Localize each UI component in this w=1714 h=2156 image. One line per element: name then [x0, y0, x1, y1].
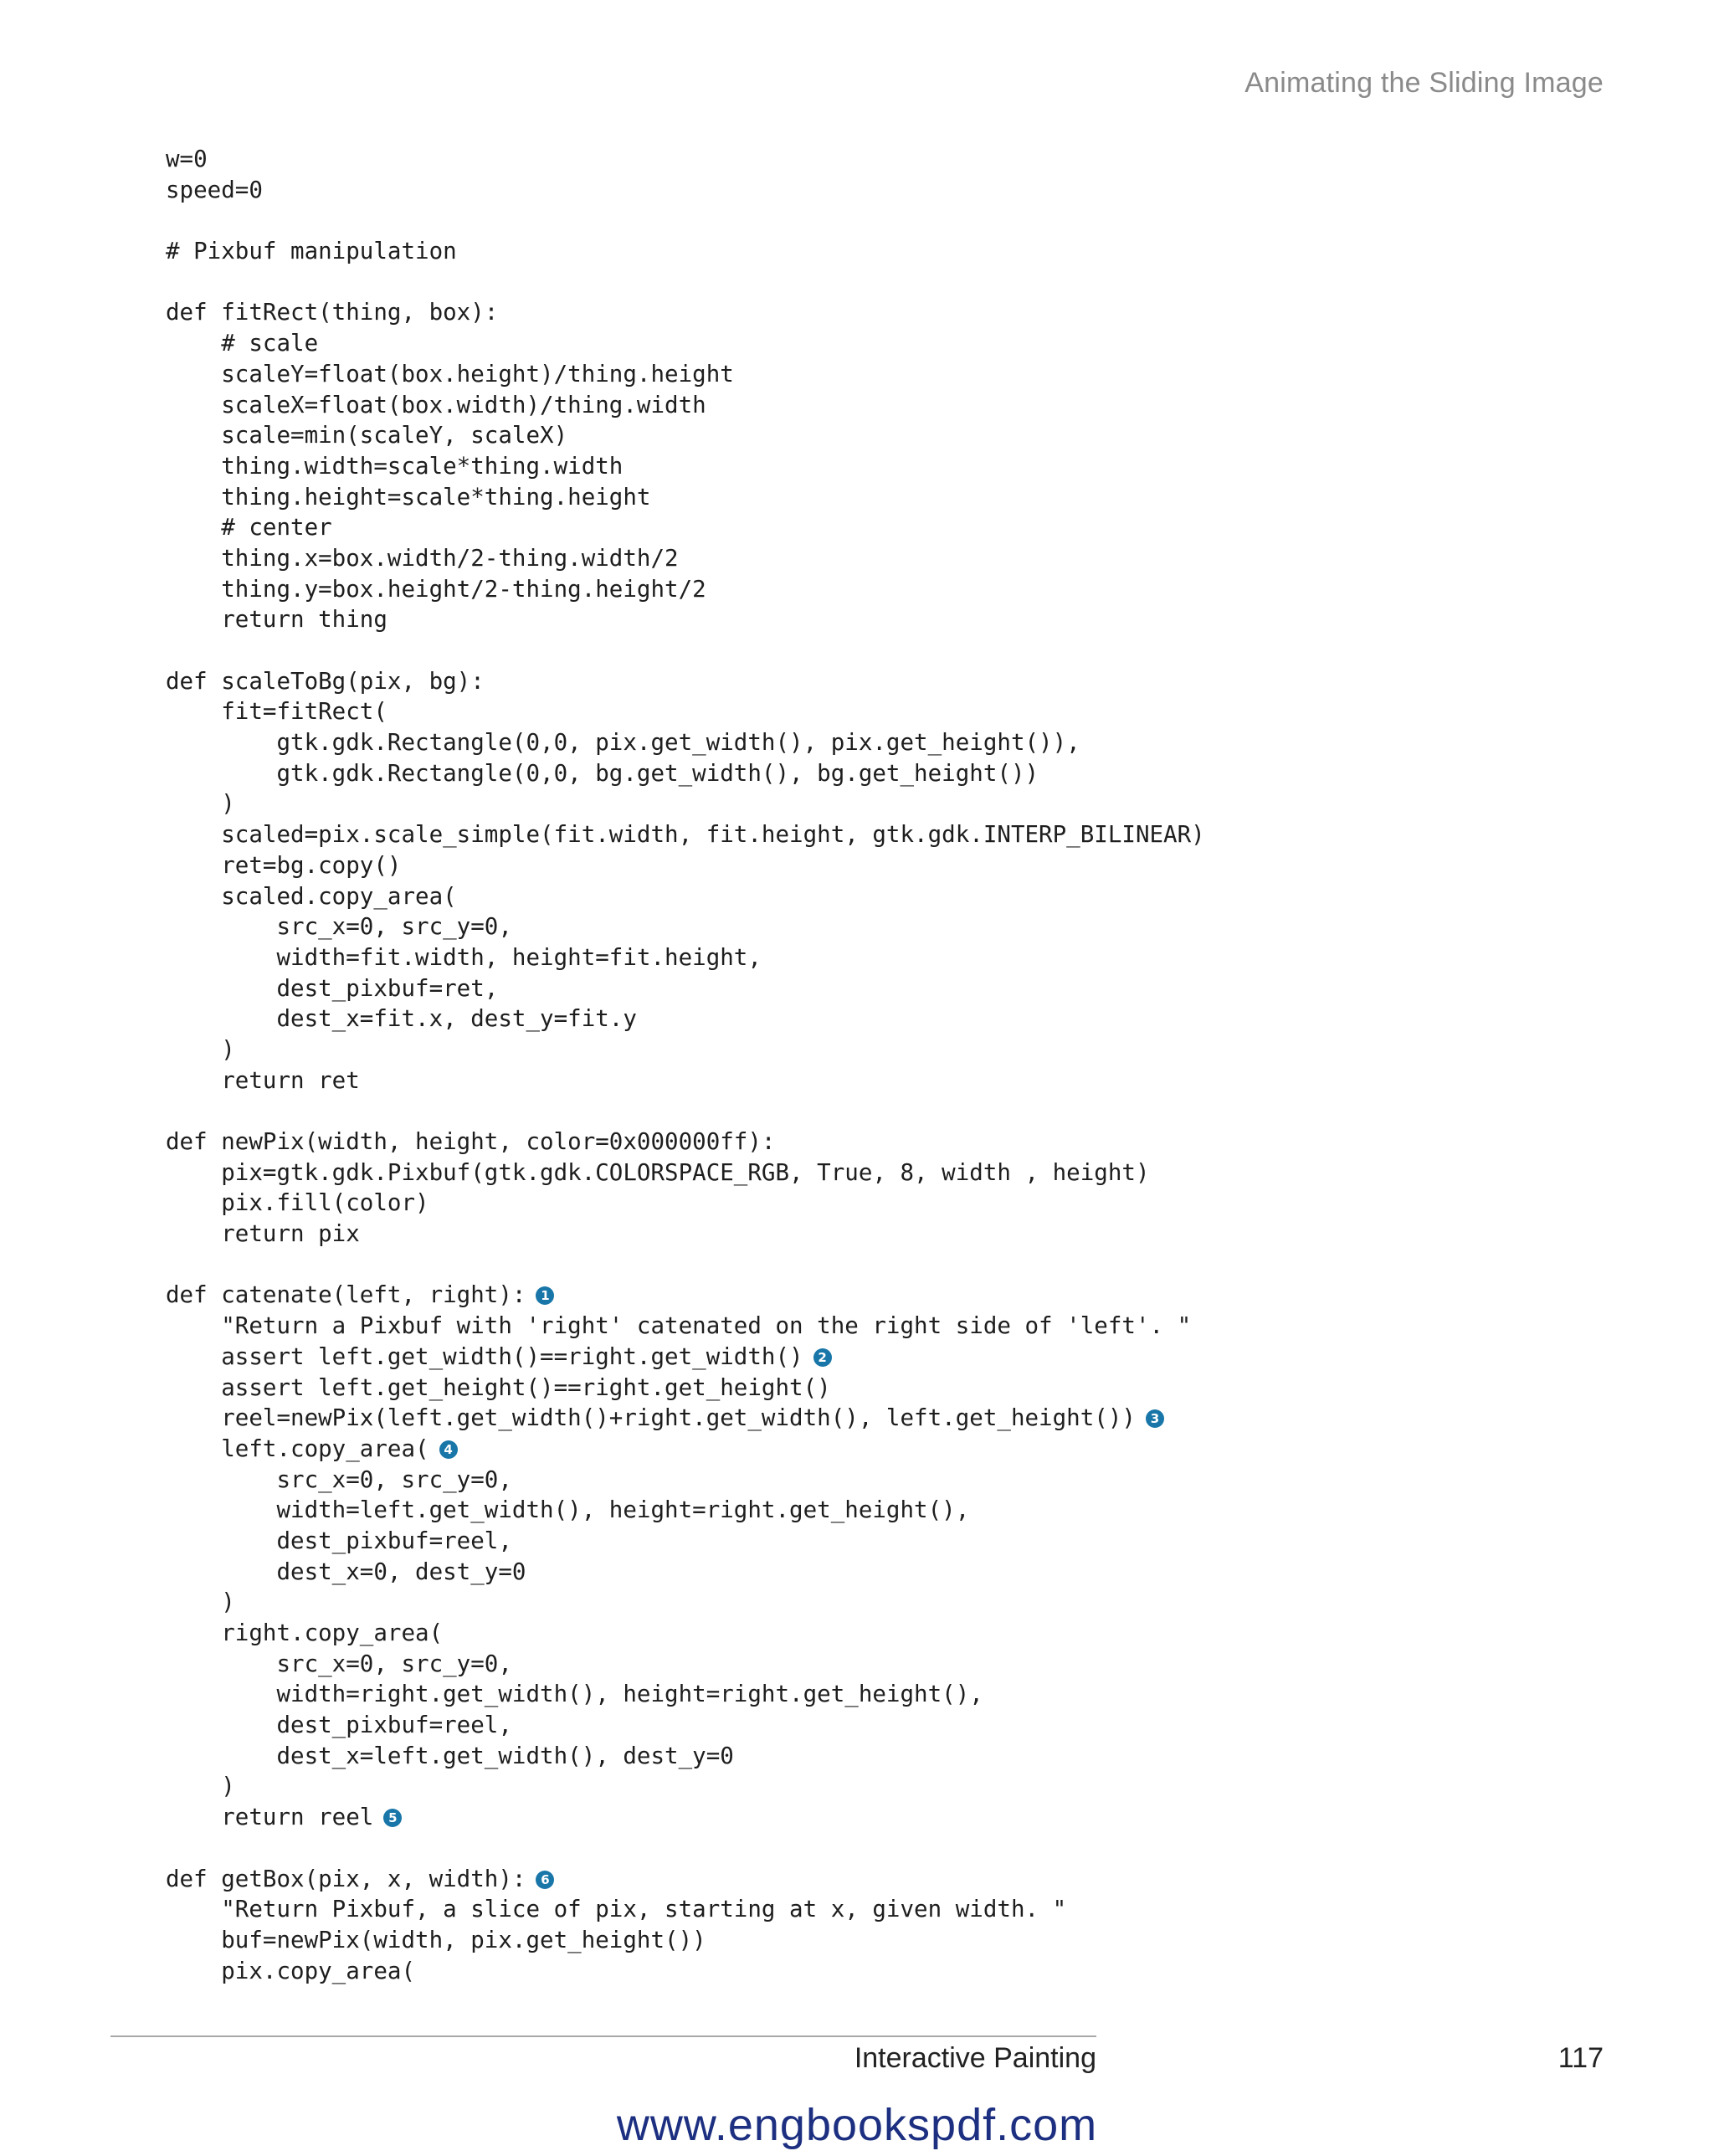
- code-line: [166, 850, 1337, 881]
- code-text: assert left.get_height()==right.get_height(): [166, 1373, 831, 1401]
- code-text: scale=min(scaleY, scaleX): [166, 422, 568, 449]
- code-line: [166, 942, 1337, 973]
- code-line: [166, 819, 1337, 850]
- code-line: [166, 1771, 1337, 1802]
- code-line: [166, 1373, 1337, 1404]
- code-line: [166, 420, 1337, 451]
- code-text: ): [166, 1773, 235, 1800]
- code-line: [166, 482, 1337, 513]
- code-line: [166, 1096, 1337, 1127]
- code-line: [166, 666, 1337, 697]
- callout-marker: 4: [439, 1440, 458, 1459]
- code-line: [166, 758, 1337, 789]
- code-line: [166, 1127, 1337, 1158]
- callout-marker: 6: [536, 1871, 554, 1889]
- code-line: [166, 297, 1337, 328]
- watermark-url[interactable]: www.engbookspdf.com: [616, 2100, 1098, 2150]
- code-line: [166, 175, 1337, 206]
- code-text: dest_x=fit.x, dest_y=fit.y: [166, 1005, 637, 1033]
- code-line: [166, 973, 1337, 1004]
- code-line: [166, 144, 1337, 175]
- code-text: scaled=pix.scale_simple(fit.width, fit.height, gtk.gdk.INTERP_BILINEAR): [166, 821, 1205, 849]
- code-text: width=left.get_width(), height=right.get_height(),: [166, 1496, 970, 1524]
- code-text: thing.width=scale*thing.width: [166, 452, 624, 480]
- code-text: def scaleToBg(pix, bg):: [166, 667, 485, 695]
- code-text: def getBox(pix, x, width):: [166, 1865, 526, 1892]
- code-text: def catenate(left, right):: [166, 1281, 526, 1309]
- code-line: [166, 1894, 1337, 1925]
- code-text: ): [166, 790, 235, 818]
- code-line: [166, 1925, 1337, 1956]
- code-line: [166, 1465, 1337, 1496]
- code-text: assert left.get_width()==right.get_width(): [166, 1342, 803, 1370]
- code-text: reel=newPix(left.get_width()+right.get_width(), left.get_height()): [166, 1404, 1136, 1432]
- code-line: [166, 1679, 1337, 1710]
- callout-marker: 3: [1146, 1409, 1164, 1428]
- code-line: [166, 512, 1337, 543]
- page-number: 117: [1557, 2042, 1604, 2074]
- code-line: [166, 727, 1337, 758]
- code-line: [166, 1618, 1337, 1649]
- code-line: [166, 1188, 1337, 1219]
- code-line: [166, 1065, 1337, 1096]
- code-line: [166, 1311, 1337, 1342]
- code-line: [166, 236, 1337, 267]
- code-line: [166, 451, 1337, 482]
- code-text: # scale: [166, 330, 319, 357]
- code-line: [166, 1741, 1337, 1772]
- code-text: left.copy_area(: [166, 1435, 429, 1462]
- code-line: [166, 1158, 1337, 1188]
- code-text: pix.copy_area(: [166, 1957, 416, 1984]
- code-text: src_x=0, src_y=0,: [166, 1466, 512, 1493]
- code-text: gtk.gdk.Rectangle(0,0, bg.get_width(), bg.get_height()): [166, 759, 1039, 787]
- code-text: dest_pixbuf=ret,: [166, 974, 499, 1002]
- code-text: # center: [166, 514, 332, 542]
- code-line: [166, 1710, 1337, 1741]
- code-text: right.copy_area(: [166, 1620, 444, 1646]
- code-text: thing.x=box.width/2-thing.width/2: [166, 544, 679, 572]
- code-text: width=right.get_width(), height=right.get_height(),: [166, 1681, 983, 1708]
- code-line: [166, 359, 1337, 390]
- code-text: dest_x=left.get_width(), dest_y=0: [166, 1742, 734, 1769]
- code-text: # Pixbuf manipulation: [166, 238, 457, 265]
- code-text: fit=fitRect(: [166, 698, 387, 726]
- code-line: [166, 635, 1337, 666]
- code-line: [166, 1219, 1337, 1250]
- footer-rule: [110, 2035, 1096, 2037]
- callout-marker: 5: [383, 1809, 402, 1827]
- code-line: [166, 1342, 1337, 1373]
- code-text: "Return a Pixbuf with 'right' catenated on the right side of 'left'. ": [166, 1312, 1192, 1340]
- code-text: thing.height=scale*thing.height: [166, 483, 651, 511]
- callout-marker: 1: [536, 1286, 554, 1305]
- code-text: scaleX=float(box.width)/thing.width: [166, 391, 706, 418]
- callout-marker: 2: [813, 1348, 832, 1367]
- running-header: Animating the Sliding Image: [1244, 67, 1604, 99]
- code-line: [166, 1956, 1337, 1987]
- code-line: [166, 1649, 1337, 1680]
- code-line: [166, 881, 1337, 912]
- code-line: [166, 205, 1337, 236]
- code-text: pix.fill(color): [166, 1189, 429, 1217]
- code-text: scaleY=float(box.height)/thing.height: [166, 360, 734, 388]
- code-line: [166, 911, 1337, 942]
- code-line: [166, 1280, 1337, 1311]
- code-line: [166, 390, 1337, 421]
- code-text: src_x=0, src_y=0,: [166, 1650, 512, 1677]
- code-line: [166, 1034, 1337, 1065]
- code-text: scaled.copy_area(: [166, 882, 457, 910]
- code-line: [166, 1434, 1337, 1465]
- code-text: speed=0: [166, 176, 263, 203]
- code-text: "Return Pixbuf, a slice of pix, starting at x, given width. ": [166, 1896, 1067, 1923]
- code-line: [166, 1802, 1337, 1833]
- code-listing: [166, 144, 1337, 1986]
- code-line: [166, 1864, 1337, 1895]
- code-line: [166, 543, 1337, 574]
- code-text: width=fit.width, height=fit.height,: [166, 943, 762, 971]
- code-line: [166, 267, 1337, 298]
- code-line: [166, 328, 1337, 359]
- code-text: src_x=0, src_y=0,: [166, 913, 512, 941]
- code-line: [166, 1833, 1337, 1864]
- code-text: buf=newPix(width, pix.get_height()): [166, 1926, 706, 1953]
- code-text: def fitRect(thing, box):: [166, 299, 499, 326]
- code-text: dest_x=0, dest_y=0: [166, 1558, 526, 1585]
- code-text: return reel: [166, 1804, 374, 1831]
- code-line: [166, 604, 1337, 635]
- code-line: [166, 788, 1337, 819]
- code-text: return ret: [166, 1066, 360, 1094]
- code-line: [166, 1587, 1337, 1618]
- footer-book-title: Interactive Painting: [854, 2042, 1096, 2074]
- code-text: pix=gtk.gdk.Pixbuf(gtk.gdk.COLORSPACE_RGB, True, 8, width , height): [166, 1158, 1150, 1186]
- code-text: def newPix(width, height, color=0x000000ff):: [166, 1128, 776, 1155]
- code-line: [166, 696, 1337, 727]
- code-text: thing.y=box.height/2-thing.height/2: [166, 575, 706, 603]
- code-text: dest_pixbuf=reel,: [166, 1712, 512, 1739]
- code-line: [166, 1250, 1337, 1281]
- code-line: [166, 1526, 1337, 1557]
- code-text: return pix: [166, 1220, 360, 1248]
- code-text: ret=bg.copy(): [166, 851, 402, 879]
- code-text: ): [166, 1589, 235, 1616]
- code-text: ): [166, 1035, 235, 1063]
- code-text: return thing: [166, 606, 387, 634]
- code-line: [166, 1557, 1337, 1588]
- code-text: gtk.gdk.Rectangle(0,0, pix.get_width(), pix.get_height()),: [166, 729, 1080, 757]
- code-text: w=0: [166, 146, 208, 172]
- code-line: [166, 1403, 1337, 1434]
- code-line: [166, 1004, 1337, 1034]
- code-line: [166, 574, 1337, 605]
- code-line: [166, 1495, 1337, 1526]
- code-text: dest_pixbuf=reel,: [166, 1527, 512, 1554]
